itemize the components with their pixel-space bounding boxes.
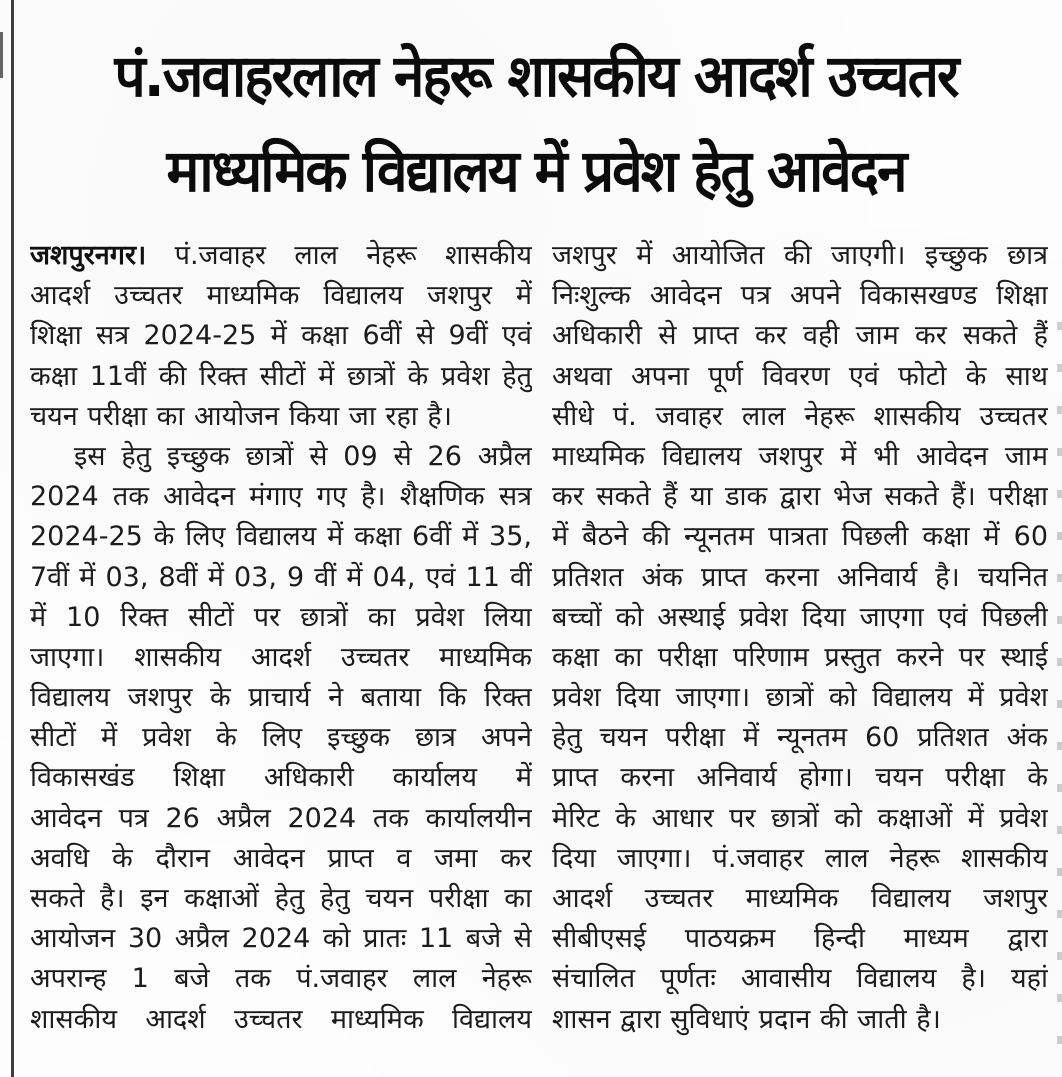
text-line: सीबीएसई पाठयक्रम हिन्दी माध्यम द्वारा	[552, 923, 1048, 955]
dateline: जशपुरनगर।	[30, 240, 147, 271]
text-line: जाएगा। शासकीय आदर्श उच्चतर माध्यमिक	[30, 641, 532, 673]
left-edge-ink-fragment	[0, 32, 3, 78]
text-line: कक्षा का परीक्षा परिणाम प्रस्तुत करने पर स्थाई	[552, 641, 1048, 673]
headline-line-1: पं.जवाहरलाल नेहरू शासकीय आदर्श उच्चतर	[114, 41, 958, 110]
text-line: 7वीं में 03, 8वीं में 03, 9 वीं में 04, एवं 11 वीं	[30, 561, 532, 593]
article-column-right	[552, 236, 1048, 1040]
text-line: सीटों में प्रवेश के लिए इच्छुक छात्र अपने	[30, 722, 532, 754]
text-line: अपरान्ह 1 बजे तक पं.जवाहर लाल नेहरू	[30, 963, 532, 995]
text-line: विद्यालय जशपुर के प्राचार्य ने बताया कि रिक्त	[30, 682, 532, 714]
text-line: जशपुर में आयोजित की जाएगी। इच्छुक छात्र	[552, 240, 1048, 271]
text-line: सकते है। इन कक्षाओं हेतु हेतु चयन परीक्षा का	[30, 883, 532, 914]
text-line: बच्चों को अस्थाई प्रवेश दिया जाएगा एवं पिछली	[552, 601, 1048, 633]
text-line: चयन परीक्षा का आयोजन किया जा रहा है।	[30, 400, 452, 432]
text-line: विकासखंड शिक्षा अधिकारी कार्यालय में	[30, 762, 532, 794]
text-line: जशपुरनगर। पं.जवाहर लाल नेहरू शासकीय	[30, 240, 532, 271]
text-line: संचालित पूर्णतः आवासीय विद्यालय है। यहां	[552, 963, 1048, 995]
text-line: प्रतिशत अंक प्राप्त करना अनिवार्य है। चयनित	[552, 561, 1048, 593]
text-line: अधिकारी से प्राप्त कर वही जाम कर सकते हैं	[552, 320, 1048, 352]
headline-line-2: माध्यमिक विद्यालय में प्रवेश हेतु आवेदन	[166, 136, 906, 205]
text-line: मेरिट के आधार पर छात्रों को कक्षाओं में प्रवेश	[552, 802, 1048, 834]
text-line: कर सकते हैं या डाक द्वारा भेज सकते हैं। परीक्षा	[552, 481, 1048, 513]
text-line: 2024-25 के लिए विद्यालय में कक्षा 6वीं में 35,	[30, 521, 532, 553]
text-line: दिया जाएगा। पं.जवाहर लाल नेहरू शासकीय	[552, 842, 1048, 874]
text-line: कक्षा 11वीं की रिक्त सीटों में छात्रों के प्रवेश हेतु	[30, 360, 532, 392]
text-line: सीधे पं. जवाहर लाल नेहरू शासकीय उच्चतर	[552, 400, 1048, 432]
text-line: शासन द्वारा सुविधाएं प्रदान की जाती है।	[552, 1003, 941, 1035]
text-line: इस हेतु इच्छुक छात्रों से 09 से 26 अप्रैल	[74, 440, 532, 472]
left-column-rule	[11, 0, 14, 1077]
right-edge-print-artifacts	[1057, 322, 1062, 1054]
text-line: माध्यमिक विद्यालय जशपुर में भी आवेदन जाम	[552, 440, 1048, 472]
text-line: में 10 रिक्त सीटों पर छात्रों का प्रवेश लिया	[30, 601, 532, 633]
text-line: शिक्षा सत्र 2024-25 में कक्षा 6वीं से 9वीं एवं	[30, 320, 532, 352]
text-line: आदर्श उच्चतर माध्यमिक विद्यालय जशपुर	[552, 883, 1048, 914]
article-column-left	[30, 236, 532, 1040]
text-line: शासकीय आदर्श उच्चतर माध्यमिक विद्यालय	[30, 1003, 532, 1035]
text-line: में बैठने की न्यूनतम पात्रता पिछली कक्षा में 60	[552, 521, 1048, 553]
text-line: प्राप्त करना अनिवार्य होगा। चयन परीक्षा के	[552, 762, 1048, 794]
text-line: निःशुल्क आवेदन पत्र अपने विकासखण्ड शिक्षा	[552, 280, 1048, 312]
text-line: आदर्श उच्चतर माध्यमिक विद्यालय जशपुर में	[30, 280, 532, 312]
text-line: हेतु चयन परीक्षा में न्यूनतम 60 प्रतिशत अंक	[552, 722, 1048, 754]
text-line: आवेदन पत्र 26 अप्रैल 2024 तक कार्यालयीन	[30, 802, 532, 834]
text-line: आयोजन 30 अप्रैल 2024 को प्रातः 11 बजे से	[30, 923, 532, 955]
text-line: 2024 तक आवेदन मंगाए गए है। शैक्षणिक सत्र	[30, 481, 532, 513]
article-headline	[24, 26, 1048, 216]
text-line: अवधि के दौरान आवेदन प्राप्त व जमा कर	[30, 842, 532, 874]
text-line: अथवा अपना पूर्ण विवरण एवं फोटो के साथ	[552, 360, 1048, 392]
text-line: प्रवेश दिया जाएगा। छात्रों को विद्यालय में प्रवेश	[552, 682, 1048, 714]
